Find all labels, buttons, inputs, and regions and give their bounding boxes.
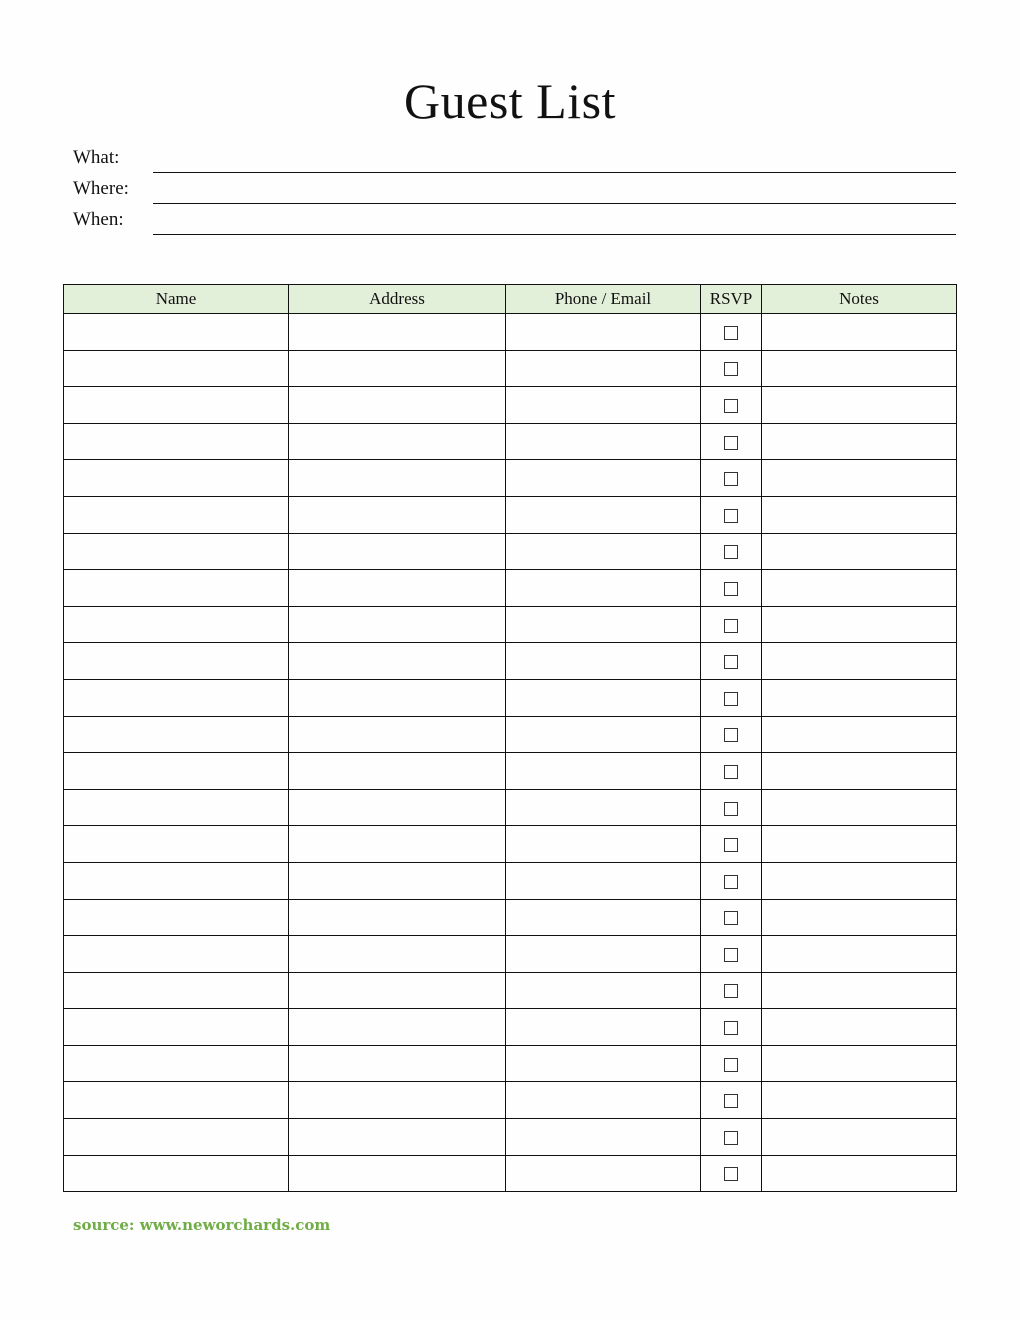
name-cell[interactable]	[64, 1119, 289, 1156]
address-cell[interactable]	[289, 1155, 506, 1192]
rsvp-checkbox[interactable]	[724, 1021, 738, 1035]
table-row	[64, 387, 957, 424]
name-cell[interactable]	[64, 533, 289, 570]
name-cell[interactable]	[64, 350, 289, 387]
rsvp-cell[interactable]	[701, 423, 762, 460]
rsvp-cell[interactable]	[701, 1082, 762, 1119]
when-field[interactable]	[153, 234, 956, 235]
info-where	[73, 174, 956, 204]
address-cell[interactable]	[289, 1082, 506, 1119]
what-label: What:	[73, 147, 120, 168]
table-row	[64, 862, 957, 899]
rsvp-checkbox[interactable]	[724, 509, 738, 523]
name-cell[interactable]	[64, 679, 289, 716]
table-row	[64, 753, 957, 790]
rsvp-cell[interactable]	[701, 533, 762, 570]
column-header-notes: Notes	[762, 285, 957, 314]
address-cell[interactable]	[289, 606, 506, 643]
rsvp-cell[interactable]	[701, 899, 762, 936]
rsvp-checkbox[interactable]	[724, 472, 738, 486]
name-cell[interactable]	[64, 753, 289, 790]
rsvp-cell[interactable]	[701, 679, 762, 716]
notes-cell[interactable]	[762, 716, 957, 753]
name-cell[interactable]	[64, 460, 289, 497]
table-row	[64, 314, 957, 351]
rsvp-checkbox[interactable]	[724, 838, 738, 852]
name-cell[interactable]	[64, 570, 289, 607]
rsvp-cell[interactable]	[701, 1045, 762, 1082]
name-cell[interactable]	[64, 936, 289, 973]
name-cell[interactable]	[64, 789, 289, 826]
table-row	[64, 570, 957, 607]
rsvp-cell[interactable]	[701, 936, 762, 973]
rsvp-cell[interactable]	[701, 1155, 762, 1192]
notes-cell[interactable]	[762, 899, 957, 936]
table-row	[64, 643, 957, 680]
notes-cell[interactable]	[762, 1045, 957, 1082]
rsvp-cell[interactable]	[701, 570, 762, 607]
notes-cell[interactable]	[762, 606, 957, 643]
phone-email-cell[interactable]	[506, 1155, 701, 1192]
phone-email-cell[interactable]	[506, 606, 701, 643]
address-cell[interactable]	[289, 533, 506, 570]
notes-cell[interactable]	[762, 387, 957, 424]
phone-email-cell[interactable]	[506, 753, 701, 790]
notes-cell[interactable]	[762, 570, 957, 607]
rsvp-checkbox[interactable]	[724, 436, 738, 450]
phone-email-cell[interactable]	[506, 1082, 701, 1119]
column-header-address: Address	[289, 285, 506, 314]
name-cell[interactable]	[64, 1082, 289, 1119]
notes-cell[interactable]	[762, 862, 957, 899]
rsvp-checkbox[interactable]	[724, 1058, 738, 1072]
name-cell[interactable]	[64, 496, 289, 533]
table-row	[64, 1009, 957, 1046]
address-cell[interactable]	[289, 314, 506, 351]
rsvp-checkbox[interactable]	[724, 802, 738, 816]
rsvp-cell[interactable]	[701, 350, 762, 387]
notes-cell[interactable]	[762, 460, 957, 497]
name-cell[interactable]	[64, 862, 289, 899]
phone-email-cell[interactable]	[506, 789, 701, 826]
where-label: Where:	[73, 178, 129, 199]
name-cell[interactable]	[64, 972, 289, 1009]
column-header-phone-email: Phone / Email	[506, 285, 701, 314]
address-cell[interactable]	[289, 387, 506, 424]
phone-email-cell[interactable]	[506, 643, 701, 680]
rsvp-cell[interactable]	[701, 753, 762, 790]
rsvp-checkbox[interactable]	[724, 728, 738, 742]
column-header-name: Name	[64, 285, 289, 314]
table-row	[64, 496, 957, 533]
address-cell[interactable]	[289, 1009, 506, 1046]
rsvp-checkbox[interactable]	[724, 545, 738, 559]
table-row	[64, 1082, 957, 1119]
notes-cell[interactable]	[762, 972, 957, 1009]
address-cell[interactable]	[289, 716, 506, 753]
rsvp-checkbox[interactable]	[724, 1131, 738, 1145]
notes-cell[interactable]	[762, 826, 957, 863]
table-row	[64, 460, 957, 497]
phone-email-cell[interactable]	[506, 350, 701, 387]
notes-cell[interactable]	[762, 936, 957, 973]
table-row	[64, 1155, 957, 1192]
rsvp-cell[interactable]	[701, 387, 762, 424]
name-cell[interactable]	[64, 387, 289, 424]
table-row	[64, 1119, 957, 1156]
when-label: When:	[73, 209, 124, 230]
name-cell[interactable]	[64, 606, 289, 643]
guest-table-body	[64, 314, 957, 1192]
table-row	[64, 606, 957, 643]
notes-cell[interactable]	[762, 1009, 957, 1046]
notes-cell[interactable]	[762, 789, 957, 826]
phone-email-cell[interactable]	[506, 423, 701, 460]
rsvp-checkbox[interactable]	[724, 875, 738, 889]
notes-cell[interactable]	[762, 533, 957, 570]
address-cell[interactable]	[289, 423, 506, 460]
rsvp-checkbox[interactable]	[724, 362, 738, 376]
address-cell[interactable]	[289, 350, 506, 387]
phone-email-cell[interactable]	[506, 533, 701, 570]
what-field[interactable]	[153, 172, 956, 173]
phone-email-cell[interactable]	[506, 496, 701, 533]
name-cell[interactable]	[64, 1009, 289, 1046]
page-title: Guest List	[404, 73, 616, 129]
rsvp-cell[interactable]	[701, 643, 762, 680]
phone-email-cell[interactable]	[506, 570, 701, 607]
name-cell[interactable]	[64, 423, 289, 460]
rsvp-cell[interactable]	[701, 1009, 762, 1046]
name-cell[interactable]	[64, 643, 289, 680]
rsvp-checkbox[interactable]	[724, 984, 738, 998]
address-cell[interactable]	[289, 826, 506, 863]
phone-email-cell[interactable]	[506, 899, 701, 936]
source-credit: source: www.neworchards.com	[73, 1216, 331, 1234]
notes-cell[interactable]	[762, 1155, 957, 1192]
notes-cell[interactable]	[762, 1082, 957, 1119]
address-cell[interactable]	[289, 679, 506, 716]
table-row	[64, 716, 957, 753]
notes-cell[interactable]	[762, 423, 957, 460]
address-cell[interactable]	[289, 789, 506, 826]
table-row	[64, 972, 957, 1009]
address-cell[interactable]	[289, 1119, 506, 1156]
rsvp-cell[interactable]	[701, 1119, 762, 1156]
phone-email-cell[interactable]	[506, 1009, 701, 1046]
rsvp-cell[interactable]	[701, 606, 762, 643]
where-field[interactable]	[153, 203, 956, 204]
table-row	[64, 899, 957, 936]
phone-email-cell[interactable]	[506, 716, 701, 753]
rsvp-checkbox[interactable]	[724, 655, 738, 669]
address-cell[interactable]	[289, 1045, 506, 1082]
rsvp-checkbox[interactable]	[724, 582, 738, 596]
rsvp-checkbox[interactable]	[724, 1167, 738, 1181]
rsvp-checkbox[interactable]	[724, 326, 738, 340]
name-cell[interactable]	[64, 899, 289, 936]
notes-cell[interactable]	[762, 679, 957, 716]
rsvp-checkbox[interactable]	[724, 948, 738, 962]
table-row	[64, 423, 957, 460]
notes-cell[interactable]	[762, 643, 957, 680]
column-header-rsvp: RSVP	[701, 285, 762, 314]
phone-email-cell[interactable]	[506, 314, 701, 351]
address-cell[interactable]	[289, 936, 506, 973]
table-row	[64, 936, 957, 973]
address-cell[interactable]	[289, 899, 506, 936]
phone-email-cell[interactable]	[506, 1119, 701, 1156]
address-cell[interactable]	[289, 972, 506, 1009]
table-header-row	[64, 285, 957, 314]
table-row	[64, 533, 957, 570]
name-cell[interactable]	[64, 1045, 289, 1082]
rsvp-cell[interactable]	[701, 460, 762, 497]
address-cell[interactable]	[289, 460, 506, 497]
rsvp-checkbox[interactable]	[724, 911, 738, 925]
address-cell[interactable]	[289, 862, 506, 899]
info-when	[73, 205, 956, 235]
address-cell[interactable]	[289, 643, 506, 680]
address-cell[interactable]	[289, 496, 506, 533]
rsvp-cell[interactable]	[701, 789, 762, 826]
guest-table	[63, 284, 957, 1192]
phone-email-cell[interactable]	[506, 862, 701, 899]
table-row	[64, 350, 957, 387]
table-row	[64, 1045, 957, 1082]
rsvp-checkbox[interactable]	[724, 1094, 738, 1108]
rsvp-checkbox[interactable]	[724, 619, 738, 633]
name-cell[interactable]	[64, 314, 289, 351]
phone-email-cell[interactable]	[506, 1045, 701, 1082]
address-cell[interactable]	[289, 753, 506, 790]
name-cell[interactable]	[64, 1155, 289, 1192]
notes-cell[interactable]	[762, 314, 957, 351]
notes-cell[interactable]	[762, 753, 957, 790]
rsvp-checkbox[interactable]	[724, 692, 738, 706]
rsvp-cell[interactable]	[701, 972, 762, 1009]
address-cell[interactable]	[289, 570, 506, 607]
rsvp-cell[interactable]	[701, 314, 762, 351]
table-row	[64, 789, 957, 826]
phone-email-cell[interactable]	[506, 387, 701, 424]
table-row	[64, 826, 957, 863]
phone-email-cell[interactable]	[506, 826, 701, 863]
rsvp-checkbox[interactable]	[724, 765, 738, 779]
notes-cell[interactable]	[762, 496, 957, 533]
phone-email-cell[interactable]	[506, 972, 701, 1009]
name-cell[interactable]	[64, 826, 289, 863]
rsvp-cell[interactable]	[701, 826, 762, 863]
phone-email-cell[interactable]	[506, 936, 701, 973]
name-cell[interactable]	[64, 716, 289, 753]
table-row	[64, 679, 957, 716]
rsvp-cell[interactable]	[701, 716, 762, 753]
rsvp-cell[interactable]	[701, 496, 762, 533]
phone-email-cell[interactable]	[506, 679, 701, 716]
phone-email-cell[interactable]	[506, 460, 701, 497]
rsvp-cell[interactable]	[701, 862, 762, 899]
notes-cell[interactable]	[762, 1119, 957, 1156]
info-what	[73, 143, 956, 173]
rsvp-checkbox[interactable]	[724, 399, 738, 413]
notes-cell[interactable]	[762, 350, 957, 387]
